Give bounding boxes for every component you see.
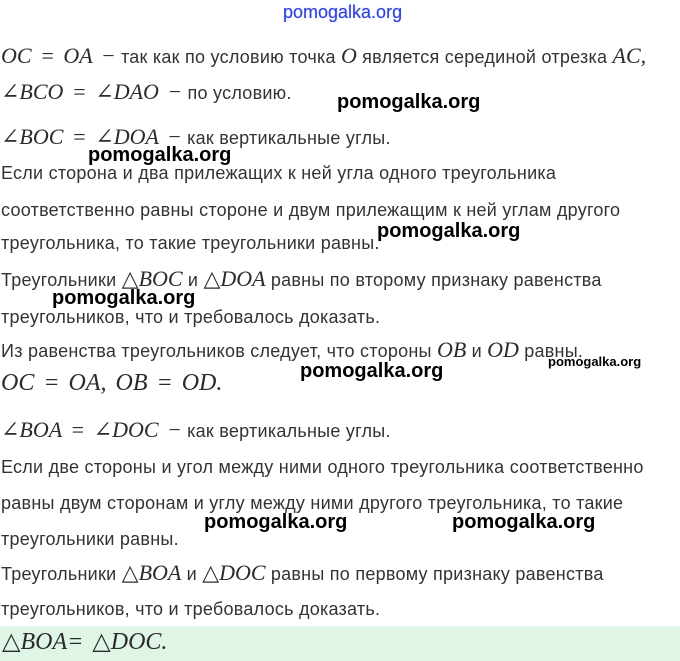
solution-line bbox=[1, 44, 646, 70]
math-expression: △BOA bbox=[121, 560, 182, 585]
math-expression: OC = OA, OB = OD. bbox=[1, 370, 223, 396]
math-expression: ∠BCO = ∠DAO − bbox=[1, 79, 183, 104]
math-expression: OB bbox=[437, 337, 467, 362]
watermark: pomogalka.org bbox=[52, 287, 196, 309]
solution-line bbox=[1, 596, 380, 622]
watermark: pomogalka.org bbox=[204, 511, 348, 533]
text-segment: равны по первому признаку равенства bbox=[270, 564, 604, 584]
text-segment: как вертикальные углы. bbox=[187, 421, 391, 441]
text-segment: равны по второму признаку равенства bbox=[270, 270, 602, 290]
solution-line bbox=[1, 230, 380, 256]
text-segment: так как по условию точка bbox=[120, 47, 336, 67]
watermark: pomogalka.org bbox=[300, 360, 444, 382]
text-segment: соответственно равны стороне и двум прилежащим к ней углам другого bbox=[1, 200, 621, 220]
math-expression: O bbox=[341, 43, 357, 68]
solution-line bbox=[1, 561, 604, 587]
text-segment: Если две стороны и угол между ними одного треугольника соответственно bbox=[1, 457, 644, 477]
watermark: pomogalka.org bbox=[337, 91, 481, 113]
solution-line bbox=[1, 338, 583, 364]
watermark-small: pomogalka.org bbox=[548, 354, 642, 369]
text-segment: треугольников, что и требовалось доказать. bbox=[1, 599, 381, 619]
text-segment: и bbox=[471, 341, 482, 361]
answer-expression: △BOA= △DOC. bbox=[2, 629, 168, 655]
math-expression: △DOA bbox=[203, 266, 266, 291]
text-segment: Если сторона и два прилежащих к ней угла одного треугольника bbox=[1, 163, 557, 183]
header-watermark: pomogalka.org bbox=[283, 2, 403, 22]
solution-line bbox=[1, 526, 179, 552]
text-segment: треугольники равны. bbox=[1, 529, 179, 549]
math-expression: OC = OA − bbox=[1, 43, 116, 68]
text-segment: Треугольники bbox=[1, 564, 117, 584]
solution-line bbox=[1, 418, 391, 444]
text-segment: и bbox=[186, 564, 197, 584]
answer-line bbox=[2, 630, 167, 657]
text-segment: Треугольники bbox=[1, 270, 117, 290]
watermark: pomogalka.org bbox=[88, 144, 232, 166]
math-expression: AC, bbox=[612, 43, 647, 68]
solution-line bbox=[1, 454, 644, 480]
watermark: pomogalka.org bbox=[452, 511, 596, 533]
text-segment: как вертикальные углы. bbox=[187, 128, 391, 148]
solution-line bbox=[1, 80, 292, 106]
text-segment: по условию. bbox=[187, 83, 292, 103]
text-segment: треугольников, что и требовалось доказать. bbox=[1, 307, 381, 327]
text-segment: равны. bbox=[524, 341, 584, 361]
math-expression: △DOC bbox=[202, 560, 266, 585]
text-segment: треугольника, то такие треугольники равны. bbox=[1, 233, 380, 253]
solution-line bbox=[1, 160, 556, 186]
solution-line bbox=[1, 371, 222, 397]
text-segment: является серединой отрезка bbox=[362, 47, 608, 67]
text-segment: Из равенства треугольников следует, что стороны bbox=[1, 341, 432, 361]
text-segment: равны двум сторонам и углу между ними другого треугольника, то такие bbox=[1, 493, 624, 513]
answer-box bbox=[0, 626, 680, 661]
math-expression: △BOC bbox=[121, 266, 183, 291]
math-expression: ∠BOC = ∠DOA − bbox=[1, 124, 182, 149]
math-expression: OD bbox=[487, 337, 519, 362]
watermark: pomogalka.org bbox=[377, 220, 521, 242]
text-segment: и bbox=[187, 270, 199, 290]
solution-line bbox=[1, 197, 620, 223]
math-expression: ∠BOA = ∠DOC − bbox=[1, 417, 182, 442]
